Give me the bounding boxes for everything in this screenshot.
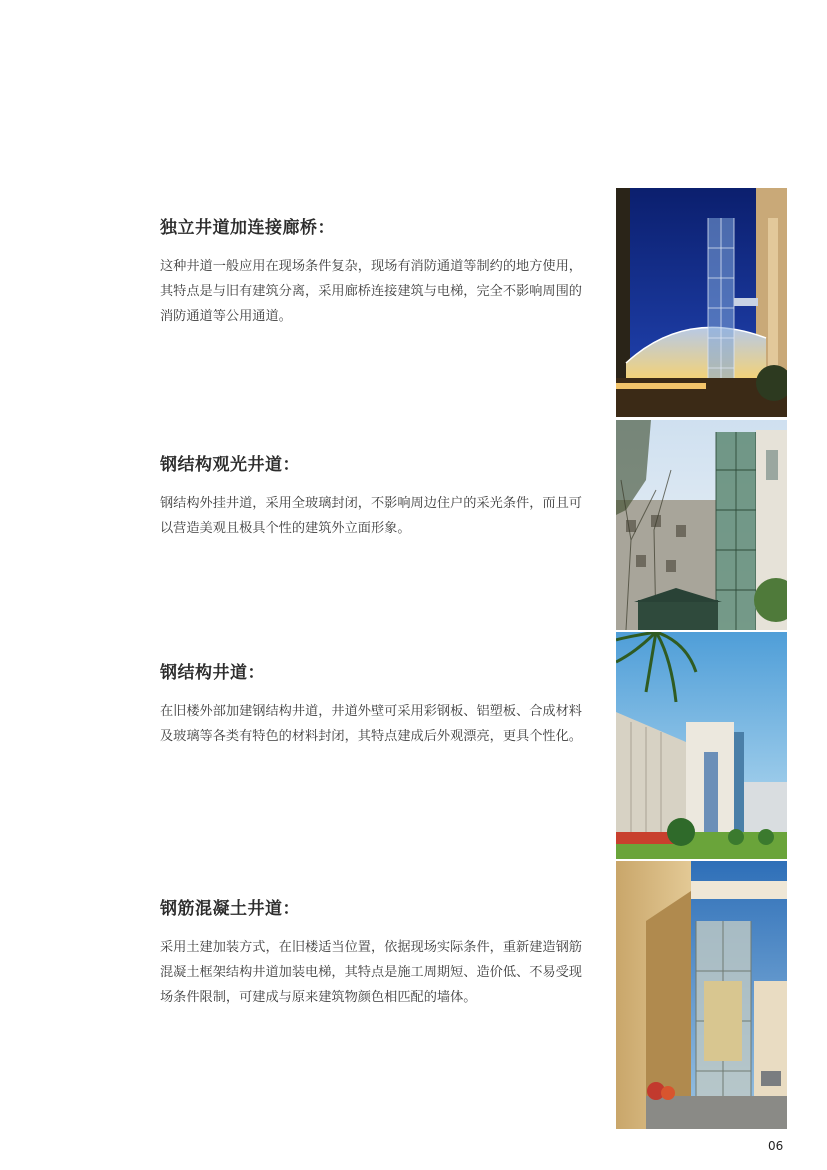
photo-concrete-shaft [616,861,787,1129]
section-title: 钢筋混凝土井道： [160,899,300,919]
section-concrete-shaft [160,897,590,1010]
section-title: 钢结构井道： [160,663,265,683]
page-number: 06 [768,1139,784,1153]
section-independent-shaft [160,216,590,329]
photo-steel-shaft-building [616,632,787,859]
section-steel-shaft [160,661,590,749]
section-title: 钢结构观光井道： [160,455,300,475]
section-steel-sightseeing-shaft [160,453,590,541]
photo-night-elevator-bridge [616,188,787,417]
section-body: 在旧楼外部加建钢结构井道，井道外壁可采用彩钢板、铝塑板、合成材料及玻璃等各类有特色的材料封闭，其特点建成后外观漂亮，更具个性化。 [160,704,582,744]
photo-steel-glass-shaft [616,420,787,630]
section-body: 采用土建加装方式，在旧楼适当位置，依据现场实际条件，重新建造钢筋混凝土框架结构井道加装电梯，其特点是施工周期短、造价低、不易受现场条件限制，可建成与原来建筑物颜色相匹配的墙体。 [160,940,582,1005]
section-title: 独立井道加连接廊桥： [160,218,335,238]
section-body: 钢结构外挂井道，采用全玻璃封闭，不影响周边住户的采光条件，而且可以营造美观且极具个性的建筑外立面形象。 [160,496,582,536]
section-body: 这种井道一般应用在现场条件复杂，现场有消防通道等制约的地方使用，其特点是与旧有建筑分离，采用廊桥连接建筑与电梯，完全不影响周围的消防通道等公用通道。 [160,259,582,324]
